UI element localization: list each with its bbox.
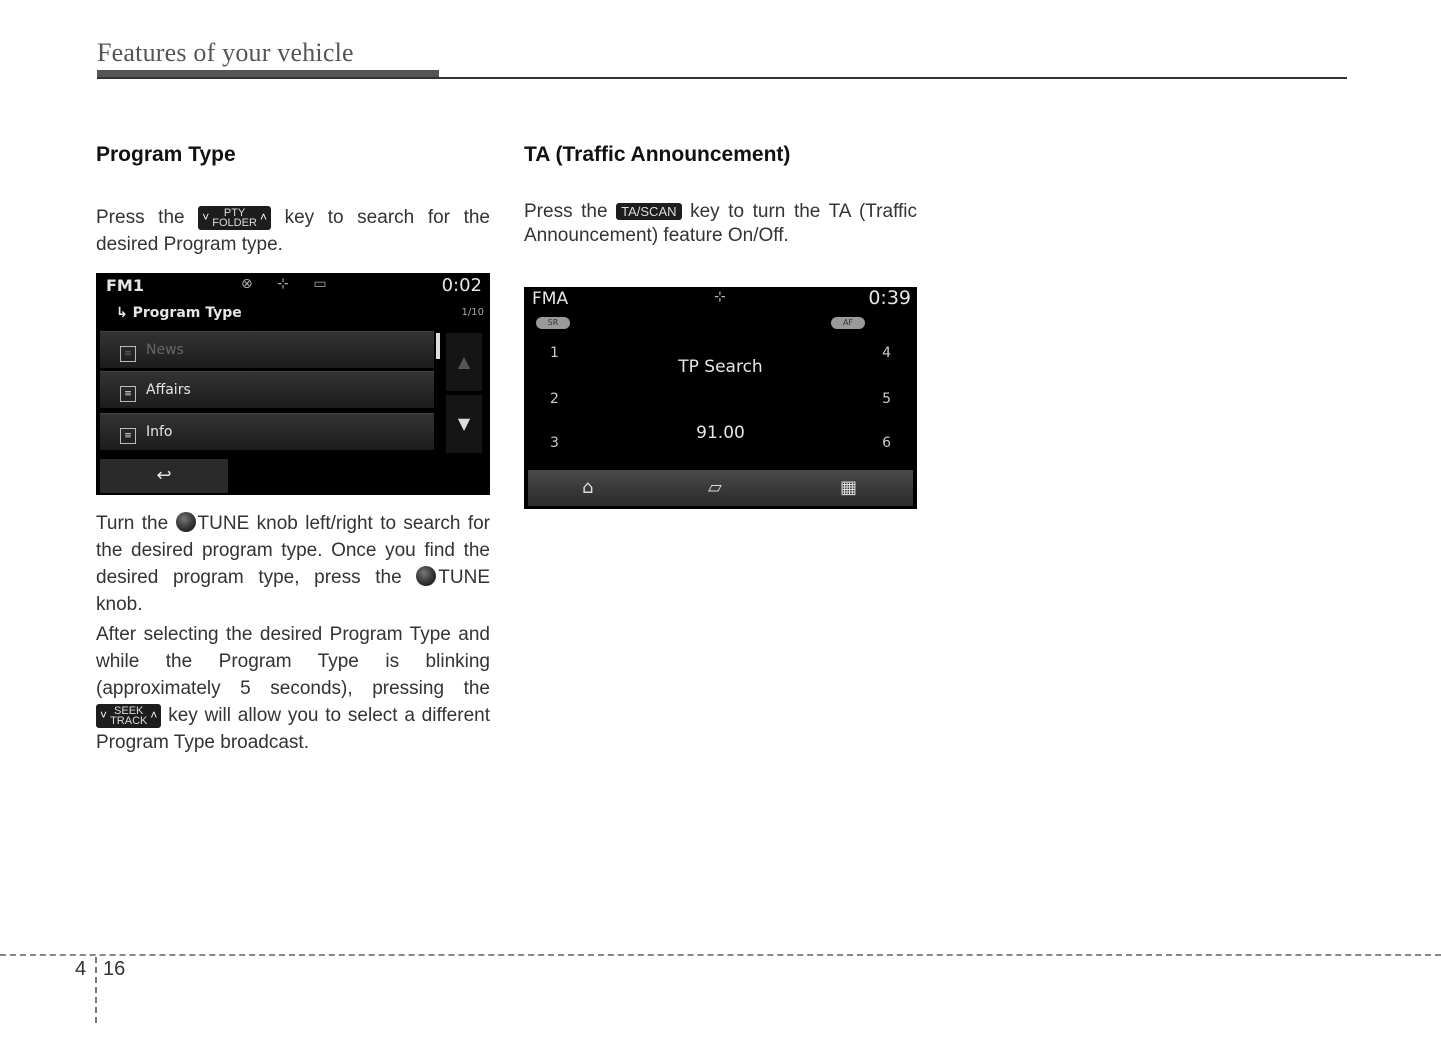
af-badge: AF (831, 317, 865, 329)
ta-intro: Press the TA/SCAN key to turn the TA (Traffic Announcement) feature On/Off. (524, 201, 918, 246)
header-accent-bar (97, 70, 439, 77)
preset-3[interactable]: 3 (550, 435, 559, 451)
tune-instructions: Turn the TUNE knob left/right to search for the desired program type. Once you find the desired program type, press the TUNE knob. (96, 513, 491, 615)
preset-5[interactable]: 5 (882, 391, 891, 407)
header-title: Features of your vehicle (97, 38, 354, 67)
back-button[interactable]: ↩ (100, 459, 228, 493)
menu-icon[interactable]: ▦ (840, 477, 858, 498)
tune-knob-icon (416, 566, 436, 586)
radio-icon[interactable]: ⌂ (582, 477, 594, 498)
bottom-toolbar (528, 470, 913, 506)
preset-2[interactable]: 2 (550, 391, 559, 407)
ta-screen (524, 287, 917, 509)
list-icon: ≡ (120, 346, 136, 362)
preset-1[interactable]: 1 (550, 345, 559, 361)
list-item[interactable]: ≡ Affairs (100, 371, 434, 408)
footer-rule (0, 954, 1441, 956)
pty-folder-key: ˅ PTY FOLDER ˄ (198, 206, 271, 230)
usb-icon: ⊹ (714, 289, 726, 305)
clock: 0:39 (868, 287, 911, 309)
footer-divider (95, 957, 97, 1023)
scroll-up-button[interactable]: ▲ (446, 333, 482, 391)
preset-4[interactable]: 4 (882, 345, 891, 361)
list-item[interactable]: ≡ Info (100, 413, 434, 450)
folder-icon[interactable]: ▱ (708, 477, 722, 498)
status-icons: ⊗ ⊹ ▭ (241, 276, 337, 292)
scroll-indicator (436, 333, 440, 359)
screen-subtitle: ↳ Program Type (116, 305, 242, 321)
list-item[interactable]: ≡ News (100, 331, 434, 368)
seek-track-key: ˅ SEEK TRACK ˄ (96, 704, 161, 728)
tp-search-text: TP Search (678, 357, 763, 377)
frequency-readout: 91.00 (696, 423, 745, 443)
scroll-down-button[interactable]: ▼ (446, 395, 482, 453)
ta-scan-key: TA/SCAN (616, 203, 681, 220)
band-label: FM1 (106, 276, 144, 295)
band-label: FMA (532, 289, 569, 309)
clock: 0:02 (441, 275, 482, 296)
ta-heading: TA (Traffic Announcement) (524, 143, 791, 166)
section-number: 4 (75, 958, 87, 980)
program-type-heading: Program Type (96, 143, 236, 166)
sr-badge: SR (536, 317, 570, 329)
header-rule (97, 77, 1347, 79)
list-icon: ≡ (120, 386, 136, 402)
preset-6[interactable]: 6 (882, 435, 891, 451)
page-number: 16 (103, 958, 126, 980)
list-icon: ≡ (120, 428, 136, 444)
page-indicator: 1/10 (461, 307, 484, 318)
program-type-intro: Press the ˅ PTY FOLDER ˄ key to search for the desired Program type. (96, 206, 490, 255)
seek-instructions: After selecting the desired Program Type and while the Program Type is blinking (approximately 5 seconds), pressing the ˅ SEEK TRACK ˄ key will allow you to select a different Program Type broadcast. (96, 624, 490, 753)
program-type-screen (96, 273, 490, 495)
tune-knob-icon (176, 512, 196, 532)
